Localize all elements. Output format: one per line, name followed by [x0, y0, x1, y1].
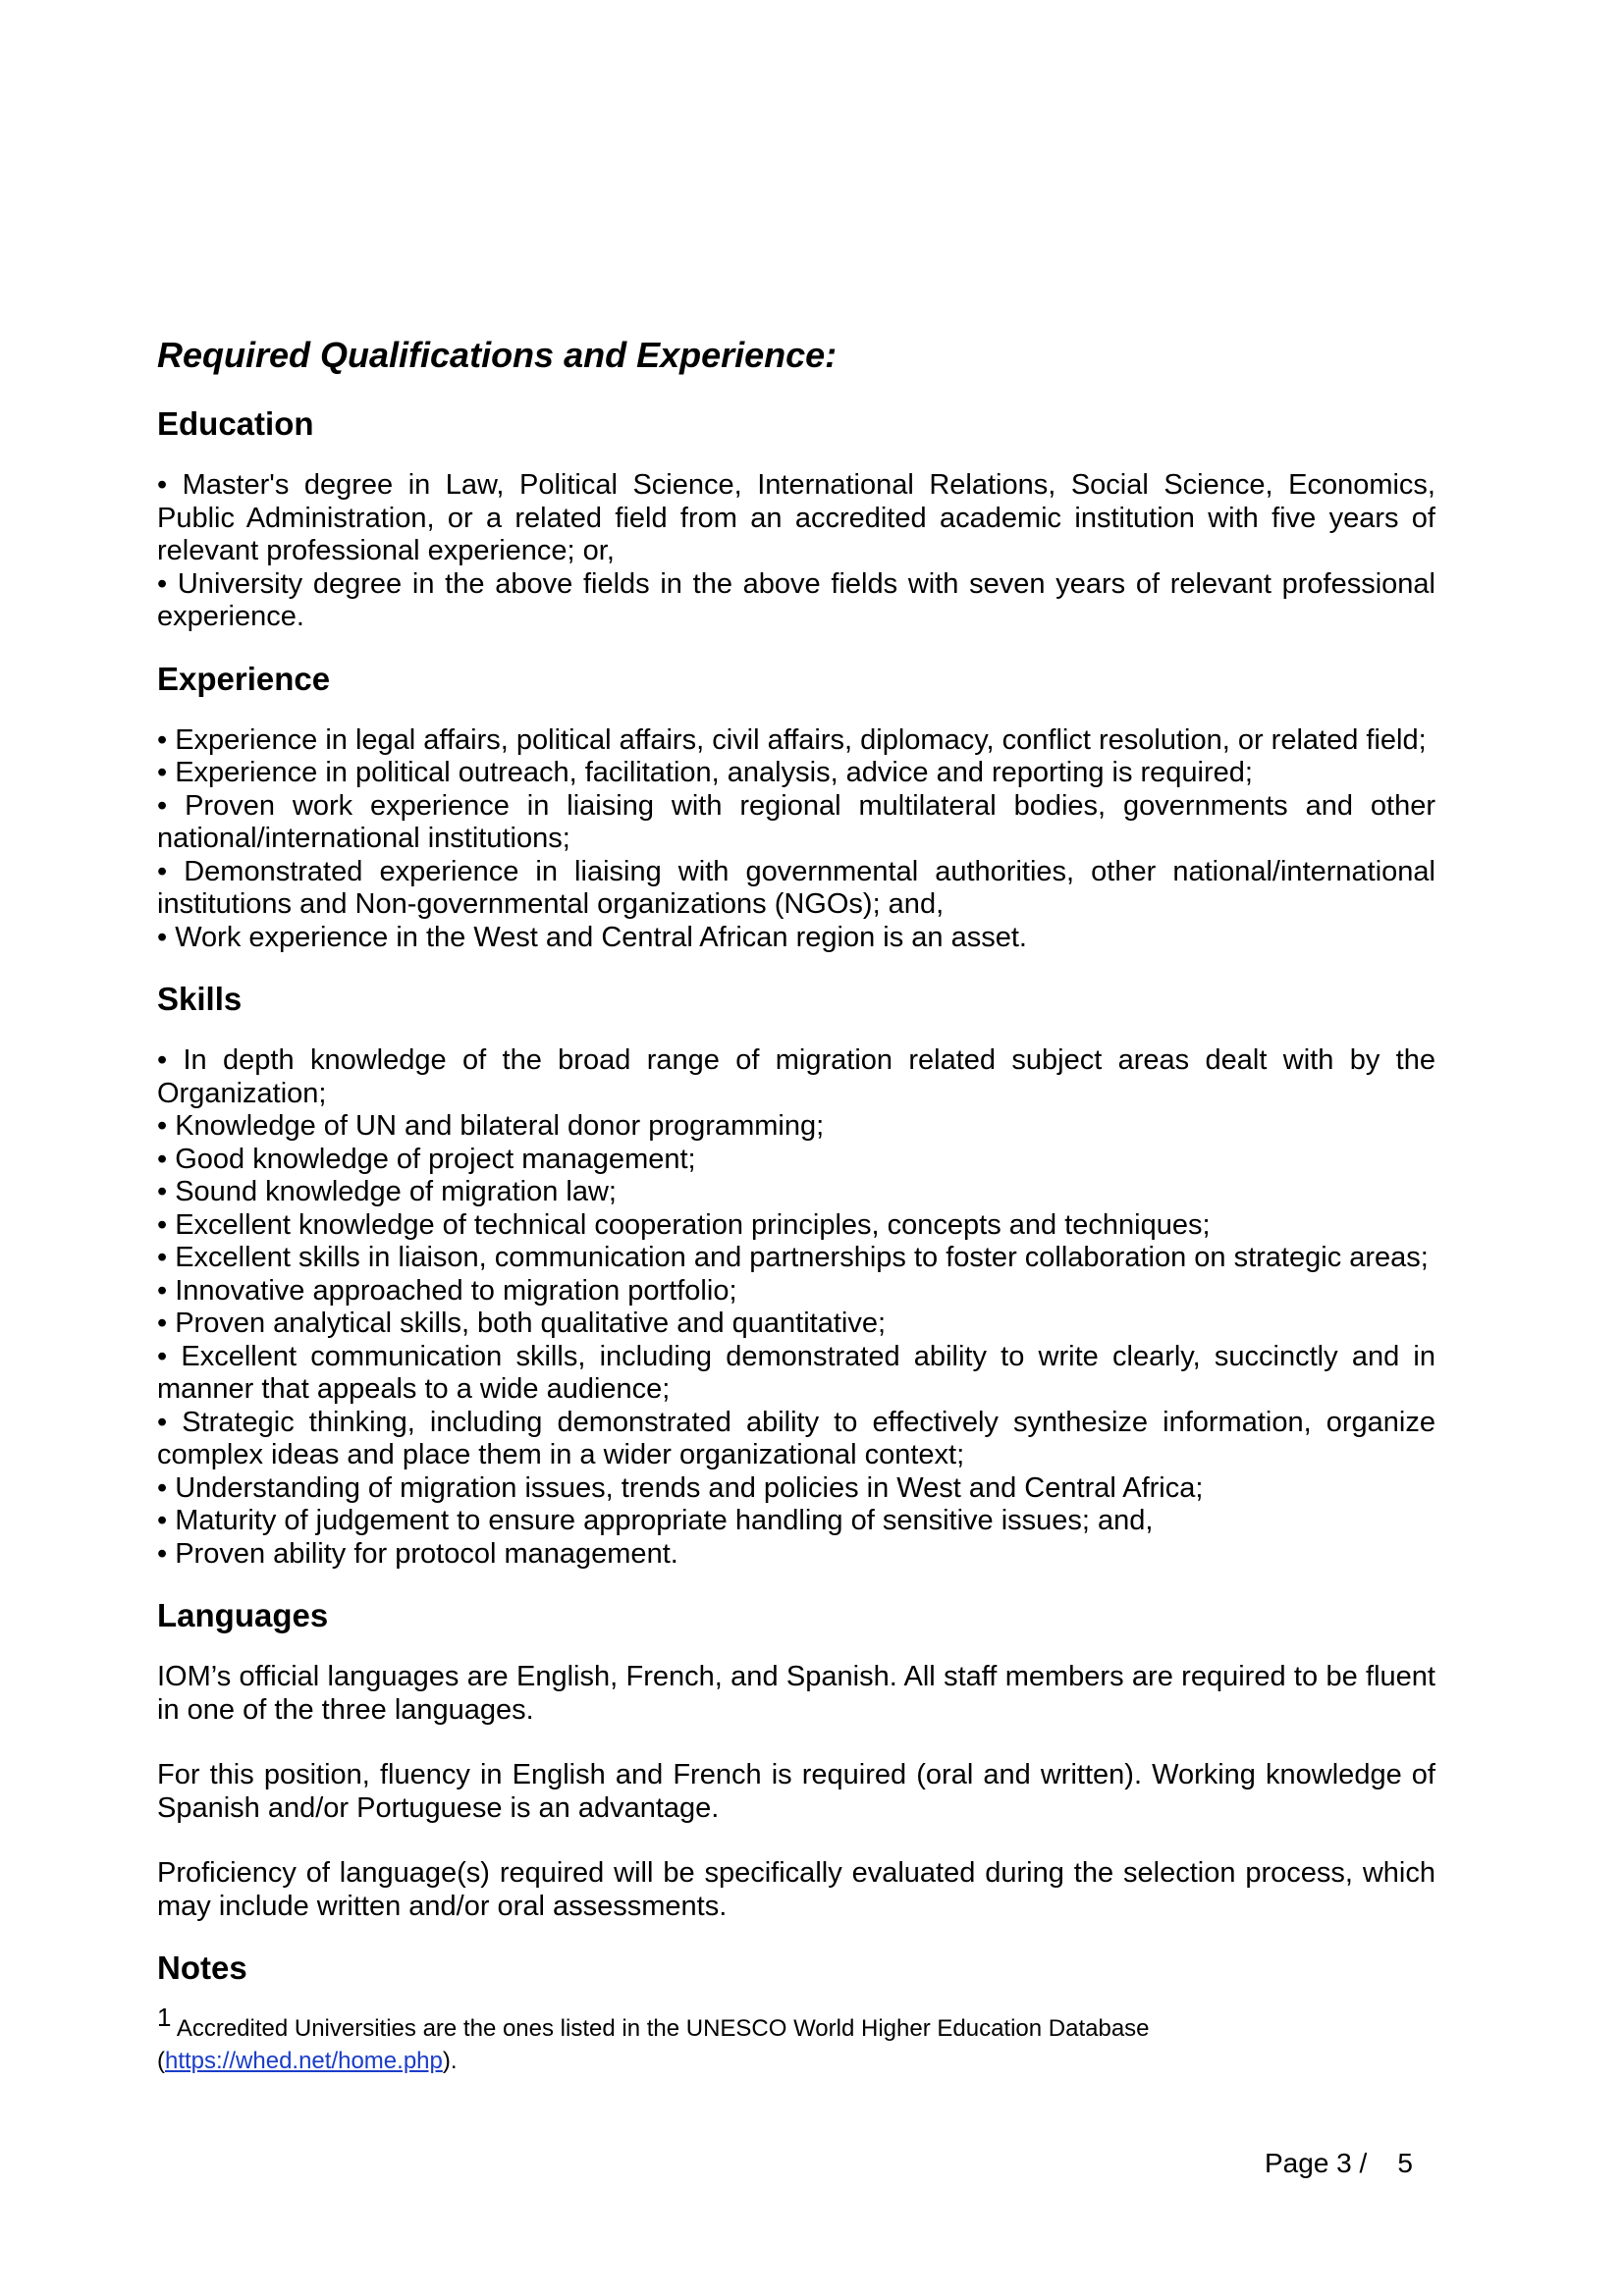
list-item: • Excellent communication skills, including demonstrated ability to write clearly, succinctly and in manner that appeals to a wide audience;	[157, 1340, 1435, 1405]
list-item: • Work experience in the West and Central African region is an asset.	[157, 921, 1027, 953]
list-item: • Innovative approached to migration portfolio;	[157, 1274, 737, 1307]
list-item: • Proven analytical skills, both qualitative and quantitative;	[157, 1308, 887, 1339]
skills-list	[157, 1044, 1435, 1571]
skills-heading: Skills	[157, 981, 243, 1017]
document-page	[157, 334, 1435, 2077]
footnote-text: Accredited Universities are the ones listed in the UNESCO World Higher Education Database	[171, 2015, 1150, 2042]
footnote-line	[157, 2002, 1435, 2045]
list-item: • Excellent skills in liaison, communication and partnerships to foster collaboration on strategic areas;	[157, 1242, 1429, 1273]
list-item: • Sound knowledge of migration law;	[157, 1176, 617, 1207]
list-item: • Experience in political outreach, facilitation, analysis, advice and reporting is required;	[157, 757, 1253, 788]
experience-list	[157, 724, 1435, 955]
languages-paragraph: IOM’s official languages are English, French, and Spanish. All staff members are required to be fluent in one of the three languages.	[157, 1661, 1435, 1726]
education-heading: Education	[157, 405, 314, 442]
footnote-link-line	[157, 2045, 1435, 2077]
list-item: • Excellent knowledge of technical cooperation principles, concepts and techniques;	[157, 1208, 1211, 1241]
footnote	[157, 2002, 1435, 2077]
education-list	[157, 469, 1435, 634]
languages-paragraph: For this position, fluency in English and French is required (oral and written). Working knowledge of Spanish and/or Portuguese is an advantage.	[157, 1759, 1435, 1824]
whed-link[interactable]: https://whed.net/home.php	[165, 2048, 443, 2074]
list-item: • Knowledge of UN and bilateral donor programming;	[157, 1110, 825, 1142]
list-item: • Good knowledge of project management;	[157, 1143, 696, 1175]
list-item: • Strategic thinking, including demonstrated ability to effectively synthesize information, organize complex ideas and place them in a wider organizational context;	[157, 1406, 1435, 1470]
footnote-close-paren: ).	[442, 2048, 458, 2074]
list-item: • In depth knowledge of the broad range of migration related subject areas dealt with by the Organization;	[157, 1044, 1435, 1109]
languages-heading: Languages	[157, 1597, 329, 1633]
list-item: • Demonstrated experience in liaising with governmental authorities, other national/international institutions and Non-governmental organizations (NGOs); and,	[157, 855, 1435, 920]
footnote-marker: 1	[157, 2002, 172, 2032]
list-item: • University degree in the above fields in the above fields with seven years of relevant professional experience.	[157, 567, 1435, 632]
list-item: • Master's degree in Law, Political Science, International Relations, Social Science, Economics, Public Administration, or a related field from an accredited academic institution with five years of relevant professional experience; or,	[157, 469, 1435, 566]
languages-paragraph: Proficiency of language(s) required will be specifically evaluated during the selection process, which may include written and/or oral assessments.	[157, 1857, 1435, 1922]
page-number: Page 3 / 5	[1265, 2148, 1413, 2178]
list-item: • Maturity of judgement to ensure appropriate handling of sensitive issues; and,	[157, 1505, 1154, 1536]
list-item: • Understanding of migration issues, trends and policies in West and Central Africa;	[157, 1471, 1204, 1504]
notes-heading: Notes	[157, 1949, 247, 1986]
list-item: • Proven work experience in liaising with regional multilateral bodies, governments and other national/international institutions;	[157, 789, 1435, 854]
list-item: • Experience in legal affairs, political affairs, civil affairs, diplomacy, conflict resolution, or related field;	[157, 723, 1427, 756]
list-item: • Proven ability for protocol management.	[157, 1537, 678, 1570]
experience-heading: Experience	[157, 660, 331, 697]
footnote-open-paren: (	[157, 2048, 165, 2074]
page-title: Required Qualifications and Experience:	[157, 335, 838, 375]
